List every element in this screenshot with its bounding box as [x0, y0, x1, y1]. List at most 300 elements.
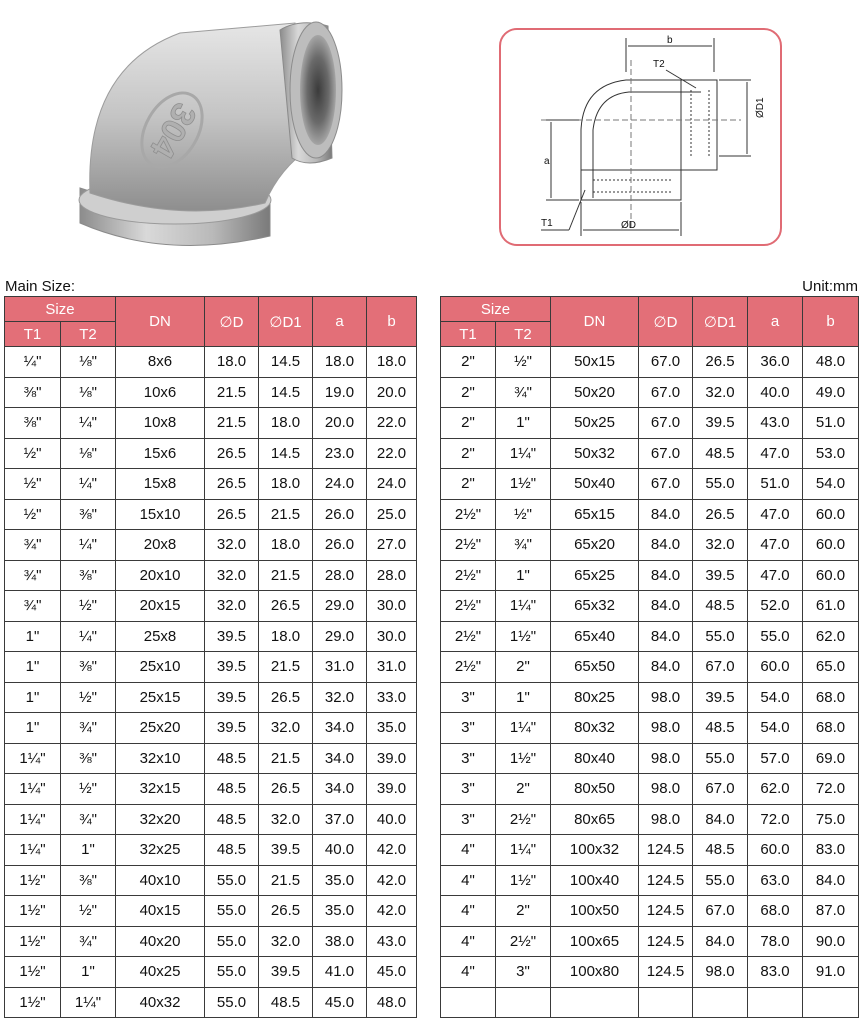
cell-t1: 2½" — [441, 530, 496, 561]
cell-t2 — [496, 987, 551, 1018]
cell-a: 47.0 — [748, 438, 803, 469]
cell-b: 42.0 — [367, 835, 417, 866]
cell-t2: ¾" — [61, 926, 116, 957]
cell-t2: 2½" — [496, 804, 551, 835]
cell-t2: ⅜" — [61, 499, 116, 530]
cell-b: 91.0 — [803, 957, 859, 988]
cell-t2: 1½" — [496, 865, 551, 896]
cell-a: 32.0 — [313, 682, 367, 713]
cell-a: 45.0 — [313, 987, 367, 1018]
cell-t1: 1" — [5, 652, 61, 683]
table-row — [441, 499, 859, 530]
cell-dn: 25x8 — [116, 621, 205, 652]
table-body-right — [441, 347, 859, 1018]
cell-dn: 65x40 — [551, 621, 639, 652]
cell-d1: 18.0 — [259, 530, 313, 561]
cell-d1: 18.0 — [259, 469, 313, 500]
cell-d1: 55.0 — [693, 469, 748, 500]
cell-t1: 1½" — [5, 926, 61, 957]
cell-dn: 65x32 — [551, 591, 639, 622]
cell-dn: 50x32 — [551, 438, 639, 469]
cell-a: 40.0 — [748, 377, 803, 408]
size-table-right — [440, 296, 859, 1018]
cell-d1: 32.0 — [693, 377, 748, 408]
cell-t2: ¾" — [61, 713, 116, 744]
cell-d: 84.0 — [639, 560, 693, 591]
cell-a: 55.0 — [748, 621, 803, 652]
table-row — [5, 774, 417, 805]
cell-d: 39.5 — [205, 713, 259, 744]
cell-b: 65.0 — [803, 652, 859, 683]
cell-t2: 2½" — [496, 926, 551, 957]
cell-d1: 67.0 — [693, 896, 748, 927]
table-row — [441, 377, 859, 408]
cell-dn: 80x25 — [551, 682, 639, 713]
cell-b: 60.0 — [803, 530, 859, 561]
table-row — [441, 682, 859, 713]
cell-b: 35.0 — [367, 713, 417, 744]
cell-d1: 32.0 — [259, 713, 313, 744]
size-table-left — [4, 296, 417, 1018]
cell-b: 24.0 — [367, 469, 417, 500]
cell-a: 51.0 — [748, 469, 803, 500]
cell-a: 78.0 — [748, 926, 803, 957]
cell-a: 38.0 — [313, 926, 367, 957]
cell-t2: ½" — [496, 499, 551, 530]
cell-d: 124.5 — [639, 957, 693, 988]
cell-d1: 48.5 — [693, 835, 748, 866]
header-t1: T1 — [441, 322, 496, 347]
cell-d: 84.0 — [639, 530, 693, 561]
cell-b: 60.0 — [803, 560, 859, 591]
cell-dn: 32x25 — [116, 835, 205, 866]
cell-t2: ⅛" — [61, 377, 116, 408]
cell-d1: 67.0 — [693, 774, 748, 805]
table-row — [5, 743, 417, 774]
cell-t2: 2" — [496, 774, 551, 805]
header-t2: T2 — [61, 322, 116, 347]
cell-a: 19.0 — [313, 377, 367, 408]
cell-a: 24.0 — [313, 469, 367, 500]
cell-t2: ⅜" — [61, 865, 116, 896]
cell-dn: 65x20 — [551, 530, 639, 561]
label-t2: T2 — [653, 59, 665, 70]
header-d: ∅D — [205, 297, 259, 347]
cell-t1: 3" — [441, 774, 496, 805]
cell-dn: 32x10 — [116, 743, 205, 774]
cell-dn: 15x6 — [116, 438, 205, 469]
cell-dn: 100x50 — [551, 896, 639, 927]
table-row — [5, 621, 417, 652]
header-a: a — [748, 297, 803, 347]
header-d1: ∅D1 — [693, 297, 748, 347]
cell-a: 26.0 — [313, 499, 367, 530]
cell-d1: 18.0 — [259, 621, 313, 652]
cell-a: 68.0 — [748, 896, 803, 927]
cell-d: 84.0 — [639, 499, 693, 530]
cell-d: 98.0 — [639, 774, 693, 805]
cell-a: 35.0 — [313, 896, 367, 927]
cell-d: 84.0 — [639, 591, 693, 622]
technical-drawing — [499, 28, 782, 246]
cell-t1: 2½" — [441, 652, 496, 683]
cell-t1: 1½" — [5, 987, 61, 1018]
cell-t1: ½" — [5, 499, 61, 530]
cell-d: 39.5 — [205, 682, 259, 713]
table-row — [441, 408, 859, 439]
cell-d1: 14.5 — [259, 377, 313, 408]
cell-t1: 3" — [441, 682, 496, 713]
cell-d1: 55.0 — [693, 743, 748, 774]
cell-t1: 4" — [441, 896, 496, 927]
table-row — [5, 713, 417, 744]
cell-a: 26.0 — [313, 530, 367, 561]
table-row — [441, 896, 859, 927]
cell-dn — [551, 987, 639, 1018]
cell-a: 63.0 — [748, 865, 803, 896]
cell-d: 26.5 — [205, 469, 259, 500]
cell-t1 — [441, 987, 496, 1018]
table-row — [441, 469, 859, 500]
cell-t2: 1" — [496, 560, 551, 591]
cell-d1: 26.5 — [259, 774, 313, 805]
header-b: b — [367, 297, 417, 347]
table-row — [441, 835, 859, 866]
cell-t2: 1" — [496, 408, 551, 439]
cell-d1: 21.5 — [259, 865, 313, 896]
cell-dn: 32x20 — [116, 804, 205, 835]
cell-a: 29.0 — [313, 621, 367, 652]
cell-a: 18.0 — [313, 347, 367, 378]
cell-t1: 1" — [5, 621, 61, 652]
header-d: ∅D — [639, 297, 693, 347]
cell-d: 48.5 — [205, 804, 259, 835]
table-row — [441, 713, 859, 744]
cell-b: 18.0 — [367, 347, 417, 378]
cell-d1: 98.0 — [693, 957, 748, 988]
cell-d1: 21.5 — [259, 652, 313, 683]
cell-t2: ¼" — [61, 530, 116, 561]
cell-a: 37.0 — [313, 804, 367, 835]
table-row — [5, 652, 417, 683]
cell-t1: 1" — [5, 682, 61, 713]
cell-d: 67.0 — [639, 438, 693, 469]
cell-b: 22.0 — [367, 408, 417, 439]
cell-b: 90.0 — [803, 926, 859, 957]
table-row — [5, 957, 417, 988]
cell-t1: ⅜" — [5, 377, 61, 408]
cell-dn: 80x32 — [551, 713, 639, 744]
cell-d: 98.0 — [639, 804, 693, 835]
cell-d1: 32.0 — [259, 804, 313, 835]
cell-d1: 39.5 — [259, 957, 313, 988]
cell-d: 67.0 — [639, 377, 693, 408]
cell-d1: 14.5 — [259, 438, 313, 469]
cell-dn: 40x32 — [116, 987, 205, 1018]
cell-t1: ¼" — [5, 347, 61, 378]
cell-dn: 10x8 — [116, 408, 205, 439]
cell-t2: ¼" — [61, 408, 116, 439]
cell-dn: 50x20 — [551, 377, 639, 408]
cell-b: 69.0 — [803, 743, 859, 774]
cell-t1: 4" — [441, 865, 496, 896]
cell-t1: 3" — [441, 713, 496, 744]
cell-t1: 2½" — [441, 499, 496, 530]
cell-t1: 4" — [441, 835, 496, 866]
header-size: Size — [441, 297, 551, 322]
label-a: a — [544, 156, 550, 167]
cell-dn: 100x32 — [551, 835, 639, 866]
product-photo — [70, 8, 360, 263]
cell-d: 26.5 — [205, 499, 259, 530]
cell-dn: 40x10 — [116, 865, 205, 896]
cell-b: 49.0 — [803, 377, 859, 408]
cell-a: 34.0 — [313, 743, 367, 774]
cell-d: 55.0 — [205, 987, 259, 1018]
cell-d1: 32.0 — [693, 530, 748, 561]
cell-b: 75.0 — [803, 804, 859, 835]
cell-b: 42.0 — [367, 896, 417, 927]
table-row — [441, 987, 859, 1018]
cell-dn: 100x65 — [551, 926, 639, 957]
cell-t1: ⅜" — [5, 408, 61, 439]
cell-t2: ½" — [61, 774, 116, 805]
cell-dn: 20x8 — [116, 530, 205, 561]
cell-b: 22.0 — [367, 438, 417, 469]
cell-t1: 1¼" — [5, 835, 61, 866]
cell-t2: 1" — [496, 682, 551, 713]
table-row — [441, 560, 859, 591]
cell-t1: 4" — [441, 957, 496, 988]
cell-b: 87.0 — [803, 896, 859, 927]
cell-t1: 2" — [441, 377, 496, 408]
cell-t1: 1½" — [5, 896, 61, 927]
cell-t1: ¾" — [5, 530, 61, 561]
cell-b: 43.0 — [367, 926, 417, 957]
cell-a: 60.0 — [748, 835, 803, 866]
cell-b: 60.0 — [803, 499, 859, 530]
cell-d: 18.0 — [205, 347, 259, 378]
table-body-left — [5, 347, 417, 1018]
cell-t1: 2½" — [441, 560, 496, 591]
cell-t2: 1¼" — [496, 835, 551, 866]
cell-t1: 4" — [441, 926, 496, 957]
cell-t2: 1¼" — [496, 713, 551, 744]
cell-d1: 21.5 — [259, 560, 313, 591]
cell-d — [639, 987, 693, 1018]
header-dn: DN — [116, 297, 205, 347]
cell-dn: 15x8 — [116, 469, 205, 500]
cell-d1: 48.5 — [693, 438, 748, 469]
cell-b — [803, 987, 859, 1018]
cell-b: 20.0 — [367, 377, 417, 408]
cell-dn: 40x15 — [116, 896, 205, 927]
cell-dn: 20x15 — [116, 591, 205, 622]
cell-d1: 32.0 — [259, 926, 313, 957]
cell-a: 41.0 — [313, 957, 367, 988]
cell-a: 35.0 — [313, 865, 367, 896]
table-row — [5, 591, 417, 622]
cell-t2: ⅜" — [61, 652, 116, 683]
cell-t2: ½" — [61, 682, 116, 713]
cell-d: 124.5 — [639, 896, 693, 927]
table-row — [5, 560, 417, 591]
cell-t1: 2" — [441, 408, 496, 439]
cell-b: 39.0 — [367, 774, 417, 805]
cell-t1: 2½" — [441, 591, 496, 622]
cell-d: 26.5 — [205, 438, 259, 469]
cell-a: 47.0 — [748, 530, 803, 561]
cell-d1: 18.0 — [259, 408, 313, 439]
cell-d1: 26.5 — [259, 896, 313, 927]
cell-t1: ¾" — [5, 560, 61, 591]
cell-b: 28.0 — [367, 560, 417, 591]
cell-t1: 3" — [441, 804, 496, 835]
cell-d1: 26.5 — [693, 499, 748, 530]
cell-d: 67.0 — [639, 408, 693, 439]
cell-t2: ¾" — [496, 377, 551, 408]
cell-b: 48.0 — [803, 347, 859, 378]
table-row — [5, 347, 417, 378]
emboss-304: 304 — [142, 96, 204, 165]
cell-dn: 65x15 — [551, 499, 639, 530]
cell-dn: 8x6 — [116, 347, 205, 378]
table-row — [441, 652, 859, 683]
cell-a: 54.0 — [748, 713, 803, 744]
cell-t1: ½" — [5, 469, 61, 500]
cell-d: 48.5 — [205, 743, 259, 774]
cell-d: 124.5 — [639, 926, 693, 957]
cell-b: 48.0 — [367, 987, 417, 1018]
cell-d: 32.0 — [205, 560, 259, 591]
cell-t1: ½" — [5, 438, 61, 469]
cell-b: 45.0 — [367, 957, 417, 988]
cell-t1: 3" — [441, 743, 496, 774]
cell-d1: 48.5 — [259, 987, 313, 1018]
table-row — [5, 469, 417, 500]
cell-d1: 39.5 — [259, 835, 313, 866]
cell-a: 60.0 — [748, 652, 803, 683]
cell-a: 34.0 — [313, 713, 367, 744]
cell-t2: 2" — [496, 652, 551, 683]
main-size-caption: Main Size: — [5, 278, 76, 295]
cell-d1: 84.0 — [693, 804, 748, 835]
cell-dn: 10x6 — [116, 377, 205, 408]
cell-d1: 55.0 — [693, 865, 748, 896]
cell-b: 51.0 — [803, 408, 859, 439]
cell-t2: 1½" — [496, 469, 551, 500]
label-t1: T1 — [541, 218, 553, 229]
cell-t2: 1¼" — [496, 438, 551, 469]
cell-a: 62.0 — [748, 774, 803, 805]
table-row — [441, 957, 859, 988]
table-row — [441, 865, 859, 896]
cell-t1: 2" — [441, 469, 496, 500]
cell-d: 21.5 — [205, 408, 259, 439]
cell-d1: 26.5 — [259, 682, 313, 713]
cell-b: 72.0 — [803, 774, 859, 805]
cell-b: 40.0 — [367, 804, 417, 835]
cell-t2: 1½" — [496, 621, 551, 652]
cell-a: 31.0 — [313, 652, 367, 683]
cell-dn: 40x20 — [116, 926, 205, 957]
cell-t2: 1" — [61, 835, 116, 866]
cell-a: 57.0 — [748, 743, 803, 774]
table-row — [441, 530, 859, 561]
cell-t1: 1¼" — [5, 804, 61, 835]
header-dn: DN — [551, 297, 639, 347]
cell-a: 83.0 — [748, 957, 803, 988]
cell-t2: 1" — [61, 957, 116, 988]
cell-dn: 100x40 — [551, 865, 639, 896]
cell-t2: ½" — [61, 591, 116, 622]
label-d: ØD — [621, 220, 636, 231]
cell-d1: 26.5 — [259, 591, 313, 622]
cell-a: 23.0 — [313, 438, 367, 469]
cell-d1: 39.5 — [693, 560, 748, 591]
cell-d1 — [693, 987, 748, 1018]
cell-d1: 67.0 — [693, 652, 748, 683]
cell-t2: ¼" — [61, 621, 116, 652]
table-row — [441, 621, 859, 652]
cell-d1: 39.5 — [693, 408, 748, 439]
cell-d: 98.0 — [639, 743, 693, 774]
cell-d: 48.5 — [205, 774, 259, 805]
header-d1: ∅D1 — [259, 297, 313, 347]
cell-b: 42.0 — [367, 865, 417, 896]
cell-a: 52.0 — [748, 591, 803, 622]
cell-b: 33.0 — [367, 682, 417, 713]
cell-dn: 65x25 — [551, 560, 639, 591]
cell-d: 84.0 — [639, 652, 693, 683]
cell-a: 28.0 — [313, 560, 367, 591]
table-row — [5, 438, 417, 469]
cell-a: 47.0 — [748, 499, 803, 530]
cell-b: 30.0 — [367, 621, 417, 652]
cell-d1: 26.5 — [693, 347, 748, 378]
cell-d: 39.5 — [205, 621, 259, 652]
cell-b: 68.0 — [803, 713, 859, 744]
cell-a: 34.0 — [313, 774, 367, 805]
cell-t1: 2½" — [441, 621, 496, 652]
cell-b: 84.0 — [803, 865, 859, 896]
cell-t2: ½" — [496, 347, 551, 378]
cell-dn: 50x40 — [551, 469, 639, 500]
label-b: b — [667, 35, 673, 46]
label-d1: ØD1 — [755, 97, 766, 118]
cell-t2: ¾" — [61, 804, 116, 835]
cell-t2: 2" — [496, 896, 551, 927]
unit-caption: Unit:mm — [802, 278, 858, 295]
header-b: b — [803, 297, 859, 347]
table-row — [441, 926, 859, 957]
cell-t1: 1½" — [5, 957, 61, 988]
cell-dn: 80x65 — [551, 804, 639, 835]
table-row — [5, 835, 417, 866]
cell-d: 48.5 — [205, 835, 259, 866]
cell-a: 20.0 — [313, 408, 367, 439]
header-t1: T1 — [5, 322, 61, 347]
cell-t2: ⅛" — [61, 438, 116, 469]
cell-d: 32.0 — [205, 591, 259, 622]
cell-t1: 1½" — [5, 865, 61, 896]
cell-d: 124.5 — [639, 865, 693, 896]
cell-d1: 14.5 — [259, 347, 313, 378]
table-row — [5, 408, 417, 439]
table-row — [441, 347, 859, 378]
cell-d1: 55.0 — [693, 621, 748, 652]
cell-t2: ½" — [61, 896, 116, 927]
